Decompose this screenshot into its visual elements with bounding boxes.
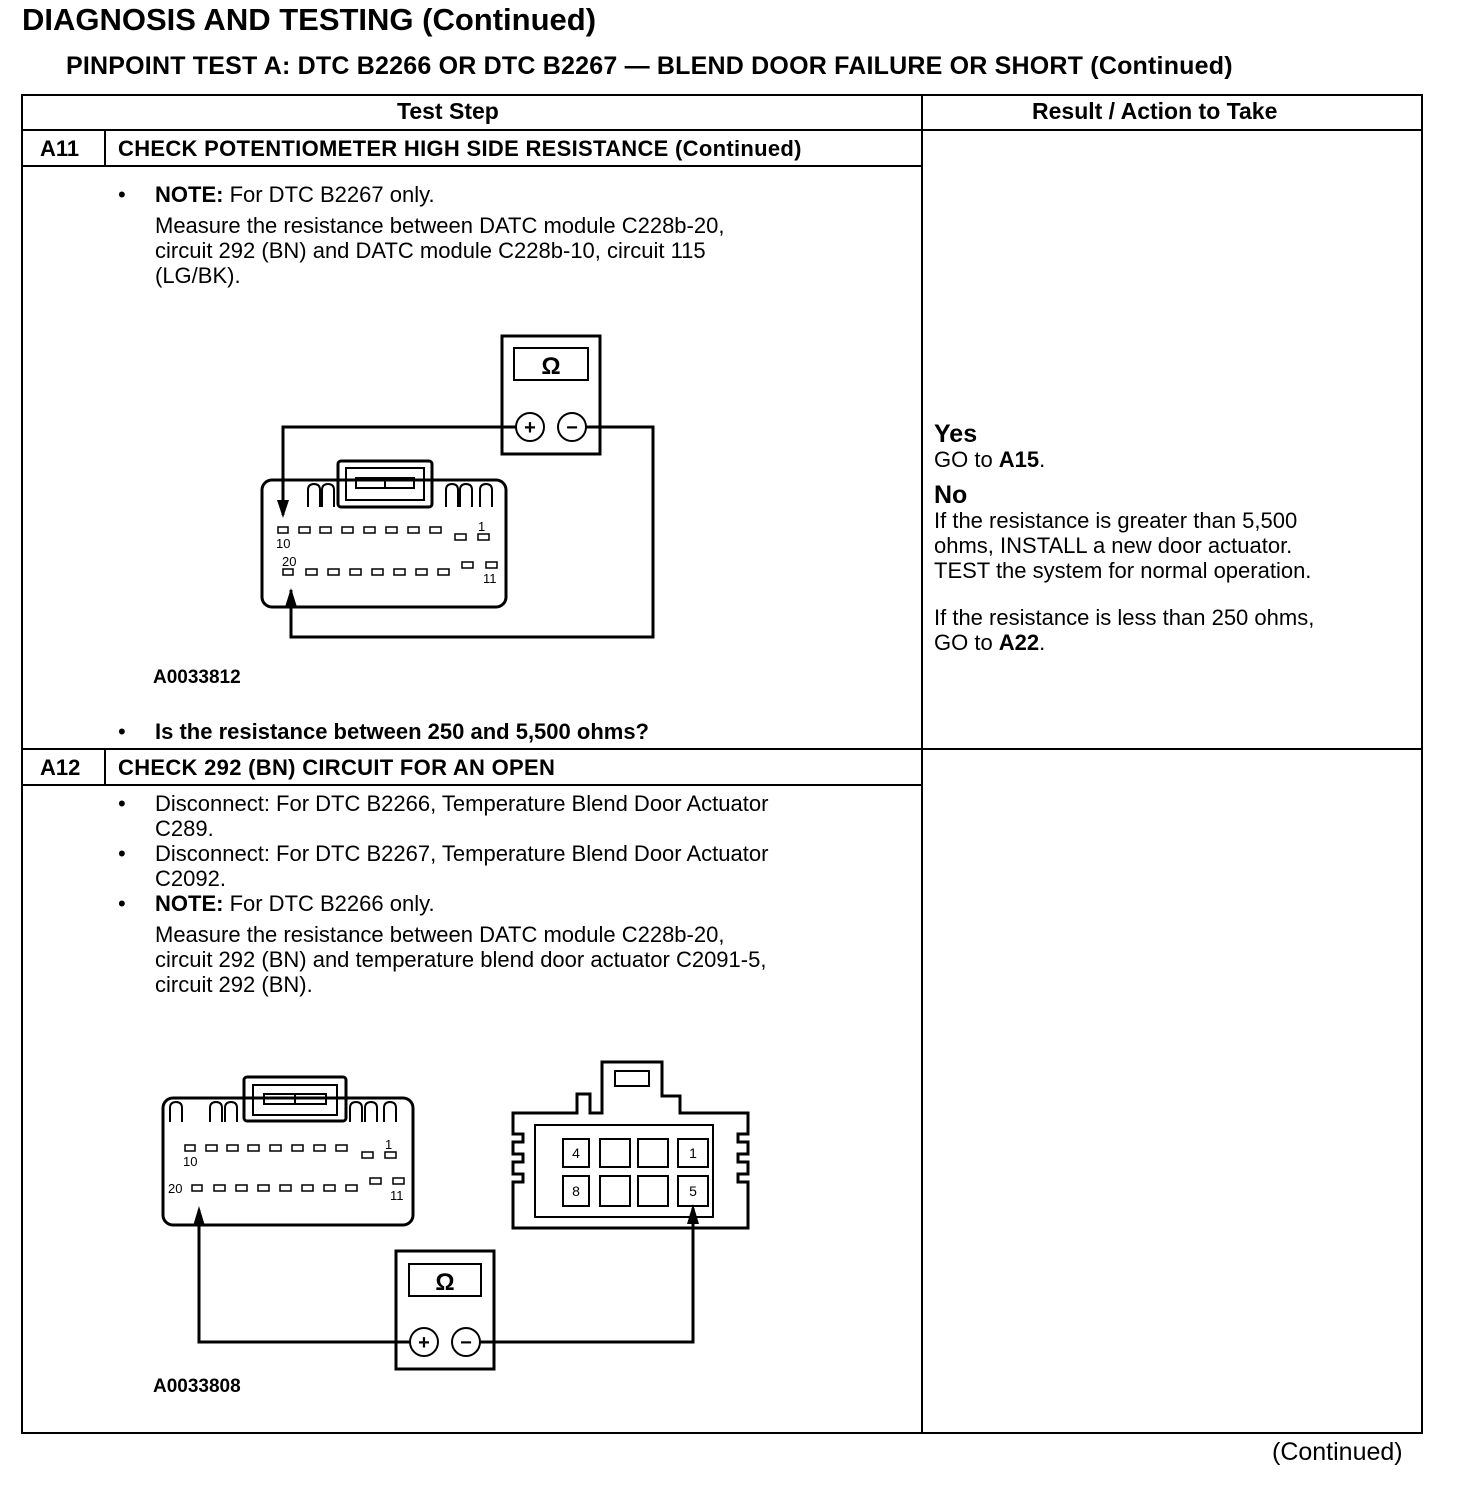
step-title-a12: CHECK 292 (BN) CIRCUIT FOR AN OPEN [118, 755, 556, 780]
svg-text:20: 20 [168, 1181, 183, 1196]
svg-text:10: 10 [183, 1154, 198, 1169]
svg-text:1: 1 [385, 1137, 393, 1152]
note-a12: NOTE: For DTC B2266 only. [155, 891, 435, 916]
svg-text:11: 11 [483, 571, 497, 586]
actuator-connector-c2091 [513, 1062, 748, 1228]
ohmmeter-icon [396, 1251, 494, 1369]
note-a11: NOTE: For DTC B2267 only. [155, 182, 435, 207]
step-title-a11: CHECK POTENTIOMETER HIGH SIDE RESISTANCE (Continued) [118, 136, 802, 161]
pinpoint-test-title: PINPOINT TEST A: DTC B2266 OR DTC B2267 — BLEND DOOR FAILURE OR SHORT (Continued) [66, 52, 1233, 80]
bullet-icon: • [118, 182, 126, 207]
bullet-icon: • [118, 841, 126, 866]
measure-text-a11: Measure the resistance between DATC module C228b-20, circuit 292 (BN) and DATC module C228b-10, circuit 115 (LG/BK). [155, 213, 725, 288]
datc-connector-c228b [262, 461, 506, 607]
svg-text:11: 11 [390, 1188, 404, 1203]
disconnect-step-2: Disconnect: For DTC B2267, Temperature Blend Door Actuator C2092. [155, 841, 769, 891]
disconnect-step-1: Disconnect: For DTC B2266, Temperature Blend Door Actuator C289. [155, 791, 769, 841]
svg-text:−: − [566, 417, 578, 439]
figure-id-a0033808: A0033808 [153, 1376, 241, 1397]
continued-label: (Continued) [1272, 1438, 1403, 1466]
result-no-action: If the resistance is greater than 5,500 ohms, INSTALL a new door actuator. TEST the system for normal operation. [934, 508, 1312, 583]
page-title: DIAGNOSIS AND TESTING (Continued) [22, 2, 597, 37]
datc-connector-c228b [163, 1077, 413, 1225]
question-a11: Is the resistance between 250 and 5,500 ohms? [155, 719, 649, 744]
svg-text:Ω: Ω [435, 1269, 455, 1296]
result-yes-action: GO to A15. [934, 447, 1046, 472]
figure-id-a0033812: A0033812 [153, 667, 241, 688]
svg-text:20: 20 [282, 554, 297, 569]
step-id-a12: A12 [40, 755, 81, 780]
result-no-action-2: If the resistance is less than 250 ohms, GO to A22. [934, 605, 1315, 655]
svg-text:+: + [524, 417, 536, 439]
svg-text:4: 4 [572, 1145, 580, 1161]
ohmmeter-icon [502, 336, 600, 454]
svg-text:−: − [460, 1332, 472, 1354]
bullet-icon: • [118, 891, 126, 916]
svg-text:1: 1 [478, 519, 486, 534]
svg-text:Ω: Ω [541, 353, 561, 380]
svg-text:10: 10 [276, 536, 291, 551]
column-header-test-step: Test Step [397, 98, 499, 124]
svg-text:8: 8 [572, 1183, 580, 1199]
svg-text:+: + [418, 1332, 430, 1354]
svg-text:5: 5 [689, 1183, 697, 1199]
bullet-icon: • [118, 791, 126, 816]
bullet-icon: • [118, 719, 126, 744]
result-no-label: No [934, 481, 968, 509]
step-id-a11: A11 [40, 136, 80, 161]
wiring-diagram-a12 [150, 1050, 760, 1380]
column-header-result: Result / Action to Take [1032, 98, 1278, 124]
svg-text:1: 1 [689, 1145, 697, 1161]
wiring-diagram-a11 [250, 330, 670, 650]
result-yes-label: Yes [934, 420, 978, 448]
measure-text-a12: Measure the resistance between DATC module C228b-20, circuit 292 (BN) and temperature blend door actuator C2091-5, circuit 292 (BN). [155, 922, 767, 997]
